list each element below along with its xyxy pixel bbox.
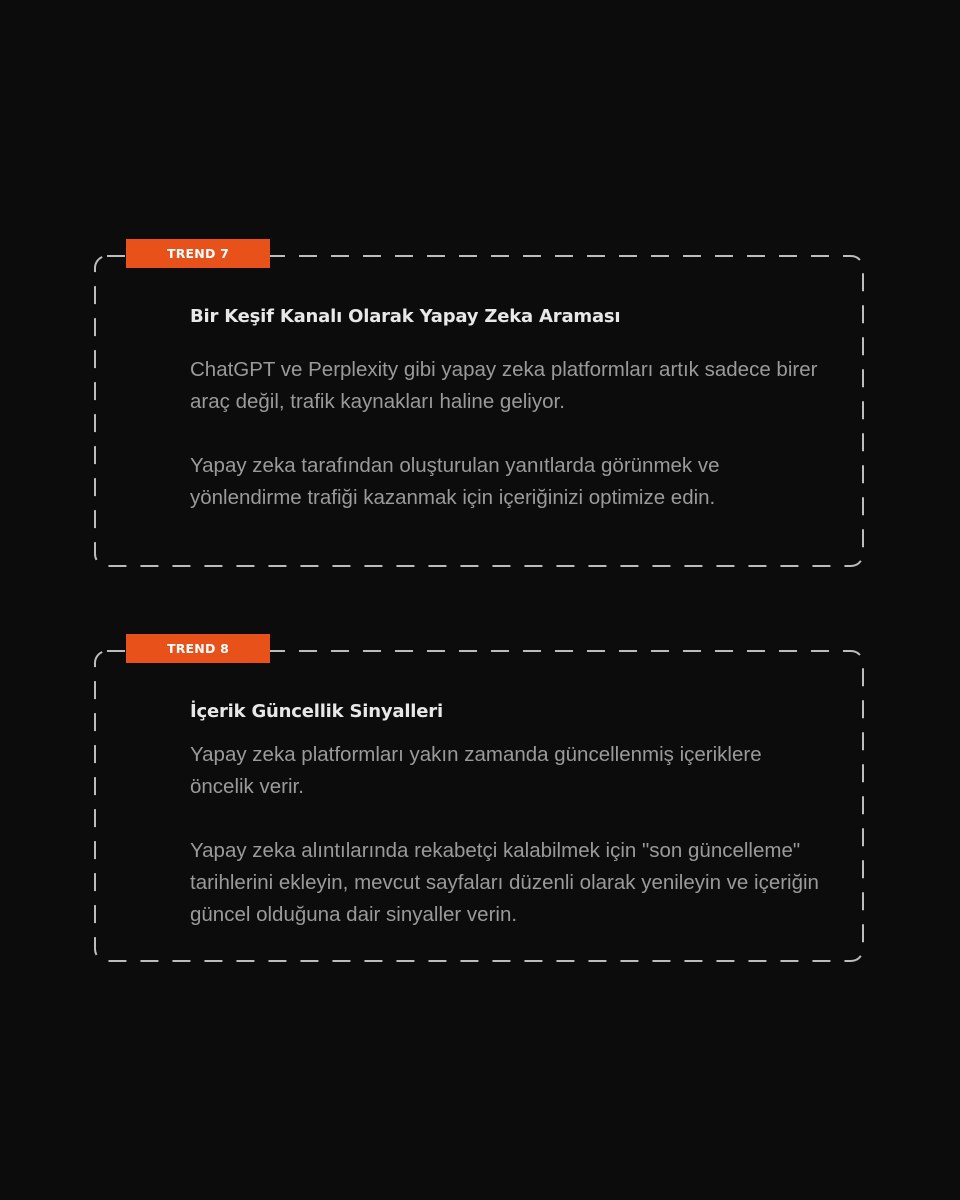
trend-card-8 (94, 641, 864, 962)
trend-badge: TREND 7 (126, 239, 270, 268)
trend-card-7 (94, 246, 864, 567)
trend-title: İçerik Güncellik Sinyalleri (190, 701, 443, 722)
trend-title: Bir Keşif Kanalı Olarak Yapay Zeka Araması (190, 306, 621, 327)
trend-paragraph: Yapay zeka platformları yakın zamanda güncellenmiş içeriklere öncelik verir. (190, 743, 762, 798)
trend-badge: TREND 8 (126, 634, 270, 663)
trend-paragraph: Yapay zeka alıntılarında rekabetçi kalabilmek için "son güncelleme" tarihlerini ekleyin, mevcut sayfaları düzenli olarak yenileyin ve içeriğin güncel olduğuna dair sinyaller verin. (190, 839, 819, 926)
trend-paragraph: Yapay zeka tarafından oluşturulan yanıtlarda görünmek ve yönlendirme trafiği kazanmak için içeriğinizi optimize edin. (190, 454, 720, 509)
trend-paragraph: ChatGPT ve Perplexity gibi yapay zeka platformları artık sadece birer araç değil, trafik kaynakları haline geliyor. (190, 358, 818, 413)
